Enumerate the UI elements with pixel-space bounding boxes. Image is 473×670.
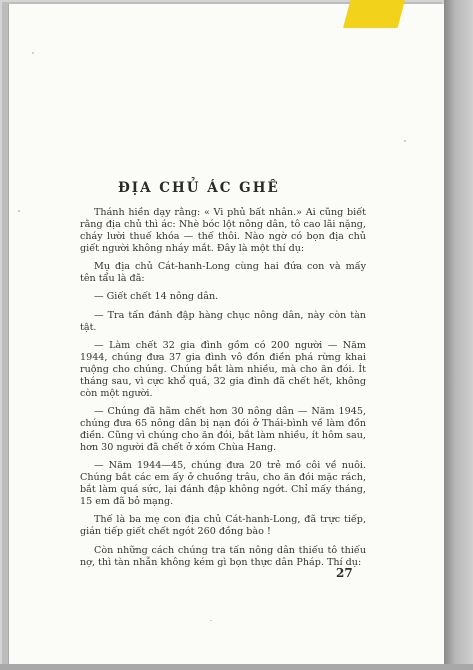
page-number: 27 (336, 566, 353, 580)
yellow-tab-marker (343, 0, 405, 28)
paragraph-6: — Chúng đã hãm chết hơn 30 nông dân — Năm 1945, chúng đưa 65 nông dân bị nạn đói ở Thái-bình về làm đồn điền. Cũng vì chúng cho ăn đói, bắt làm nhiều, ít hôm sau, hơn 30 người đã chết ở xóm Chùa Hang. (80, 406, 366, 453)
paragraph-9: Còn những cách chúng tra tấn nông dân thiếu tô thiếu nợ, thì tàn nhẫn không kém gì bọn thực dân Pháp. Thí dụ: (80, 544, 366, 568)
paragraph-7: — Năm 1944—45, chúng đưa 20 trẻ mồ côi về nuôi. Chúng bắt các em ấy ở chuồng trâu, cho ăn đói mặc rách, bắt làm quá sức, lại đánh đập không ngớt. Chỉ mấy tháng, 15 em đã bỏ mạng. (80, 460, 366, 508)
paragraph-2: Mụ địa chủ Cát-hanh-Long cùng hai đứa con và mấy tên tẩu là đã: (80, 261, 366, 285)
scan-speck (32, 52, 34, 54)
paragraph-3: — Giết chết 14 nông dân. (94, 291, 219, 303)
scanner-edge (444, 0, 473, 670)
paragraph-5: — Làm chết 32 gia đình gồm có 200 người — Năm 1944, chúng đưa 37 gia đình vô đồn điền phá rừng khai ruộng cho chúng. Chúng bắt làm nhiều, mà cho ăn đói. Ít tháng sau, vì cực khổ quá, 32 gia đình đã chết hết, không còn một người. (80, 340, 366, 399)
scan-speck (404, 140, 406, 142)
body-text (80, 207, 366, 569)
scan-speck (210, 620, 212, 621)
paragraph-1: Thánh hiền dạy rằng: « Vi phủ bất nhân.» Ai cũng biết rằng địa chủ thì ác: Nhè bóc lột nông dân, tô cao lãi nặng, cháy lười thuế khóa — thế thôi. Nào ngờ có bọn địa chủ giết người không nháy mắt. Đây là một thí dụ: (80, 207, 366, 254)
scan-speck (18, 210, 20, 212)
scanner-bottom-edge (0, 664, 473, 670)
page-title: ĐỊA CHỦ ÁC GHÊ (118, 180, 280, 196)
paragraph-4: — Tra tấn đánh đập hàng chục nông dân, này còn tàn tật. (80, 309, 366, 333)
paragraph-8: Thế là ba mẹ con địa chủ Cát-hanh-Long, đã trực tiếp, gián tiếp giết chết ngót 260 đồng bào ! (80, 514, 366, 538)
